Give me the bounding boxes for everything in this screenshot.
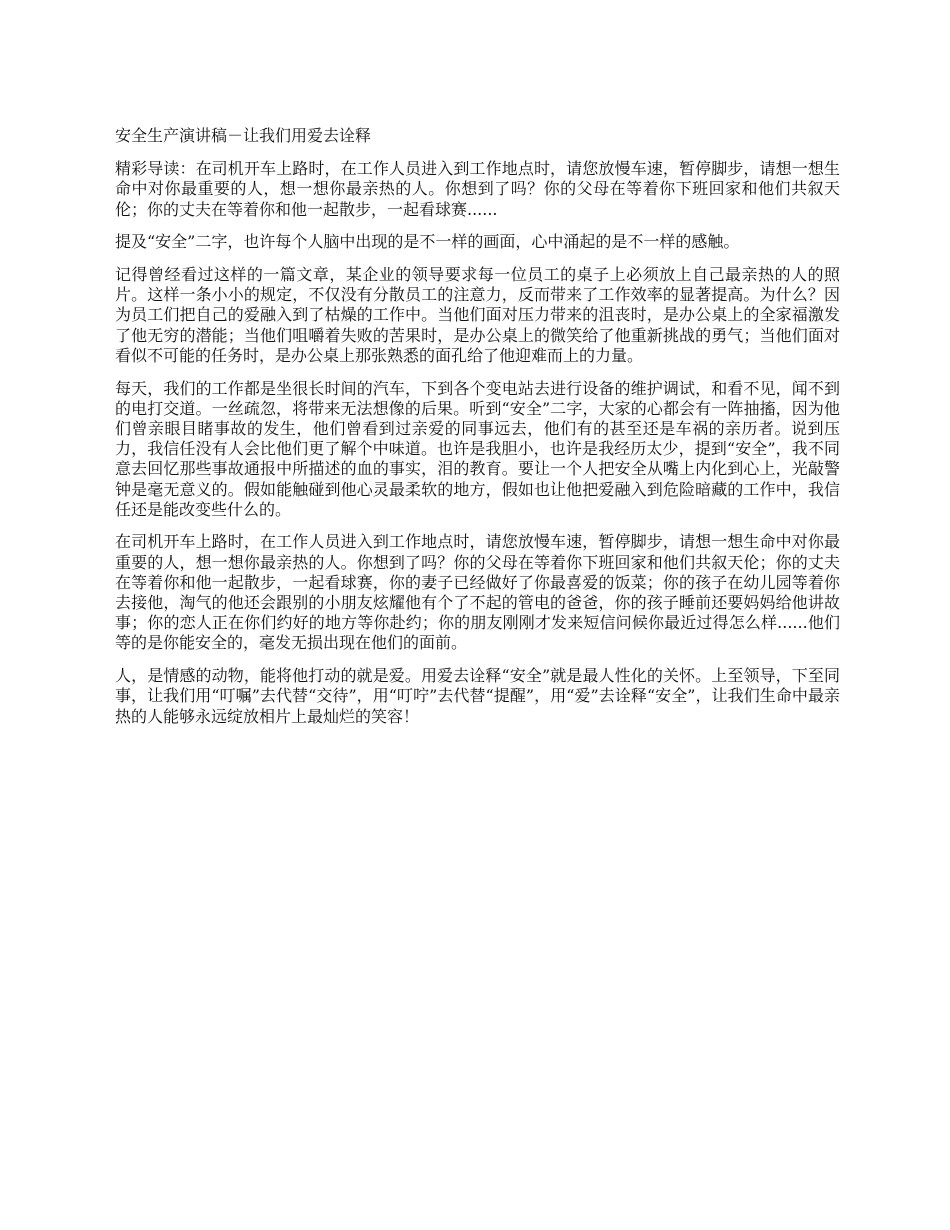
paragraph: 在司机开车上路时，在工作人员进入到工作地点时，请您放慢车速，暂停脚步，请想一想生命中对你最重要的人，想一想你最亲热的人。你想到了吗？你的父母在等着你下班回家和他们共叙天伦；你的丈夫在等着你和他一起散步，一起看球赛，你的妻子已经做好了你最喜爱的饭菜；你的孩子在幼儿园等着你去接他，淘气的他还会跟别的小朋友炫耀他有个了不起的管电的爸爸，你的孩子睡前还要妈妈给他讲故事；你的恋人正在你们约好的地方等你赴约；你的朋友刚刚才发来短信问候你最近过得怎么样......他们等的是你能安全的，毫发无损出现在他们的面前。 xyxy=(115,532,840,653)
paragraph: 人，是情感的动物，能将他打动的就是爱。用爱去诠释“安全”就是最人性化的关怀。上至领导，下至同事，让我们用“叮嘱”去代替“交待”，用“叮咛”去代替“提醒”，用“爱”去诠释“安全”，让我们生命中最亲热的人能够永远绽放相片上最灿烂的笑容！ xyxy=(115,666,840,726)
paragraph-intro: 精彩导读：在司机开车上路时，在工作人员进入到工作地点时，请您放慢车速，暂停脚步，请想一想生命中对你最重要的人，想一想你最亲热的人。你想到了吗？你的父母在等着你下班回家和他们共叙天伦；你的丈夫在等着你和他一起散步，一起看球赛...... xyxy=(115,159,840,219)
paragraph: 记得曾经看过这样的一篇文章，某企业的领导要求每一位员工的桌子上必须放上自己最亲热的人的照片。这样一条小小的规定，不仅没有分散员工的注意力，反而带来了工作效率的显著提高。为什么？因为员工们把自己的爱融入到了枯燥的工作中。当他们面对压力带来的沮丧时，是办公桌上的全家福激发了他无穷的潜能；当他们咀嚼着失败的苦果时，是办公桌上的微笑给了他重新挑战的勇气；当他们面对看似不可能的任务时，是办公桌上那张熟悉的面孔给了他迎难而上的力量。 xyxy=(115,265,840,365)
paragraph: 提及“安全”二字，也许每个人脑中出现的是不一样的画面，心中涌起的是不一样的感触。 xyxy=(115,232,740,252)
document-title: 安全生产演讲稿－让我们用爱去诠释 xyxy=(115,126,372,145)
paragraph: 每天，我们的工作都是坐很长时间的汽车，下到各个变电站去进行设备的维护调试，和看不见，闻不到的电打交道。一丝疏忽，将带来无法想像的后果。听到“安全”二字，大家的心都会有一阵抽搐，因为他们曾亲眼目睹事故的发生，他们曾看到过亲爱的同事远去，他们有的甚至还是车祸的亲历者。说到压力，我信任没有人会比他们更了解个中味道。也许是我胆小，也许是我经历太少，提到“安全”，我不同意去回忆那些事故通报中所描述的血的事实，泪的教育。要让一个人把安全从嘴上内化到心上，光敲警钟是毫无意义的。假如能触碰到他心灵最柔软的地方，假如也让他把爱融入到危险暗藏的工作中，我信任还是能改变些什么的。 xyxy=(115,378,840,519)
document-page xyxy=(115,126,840,739)
